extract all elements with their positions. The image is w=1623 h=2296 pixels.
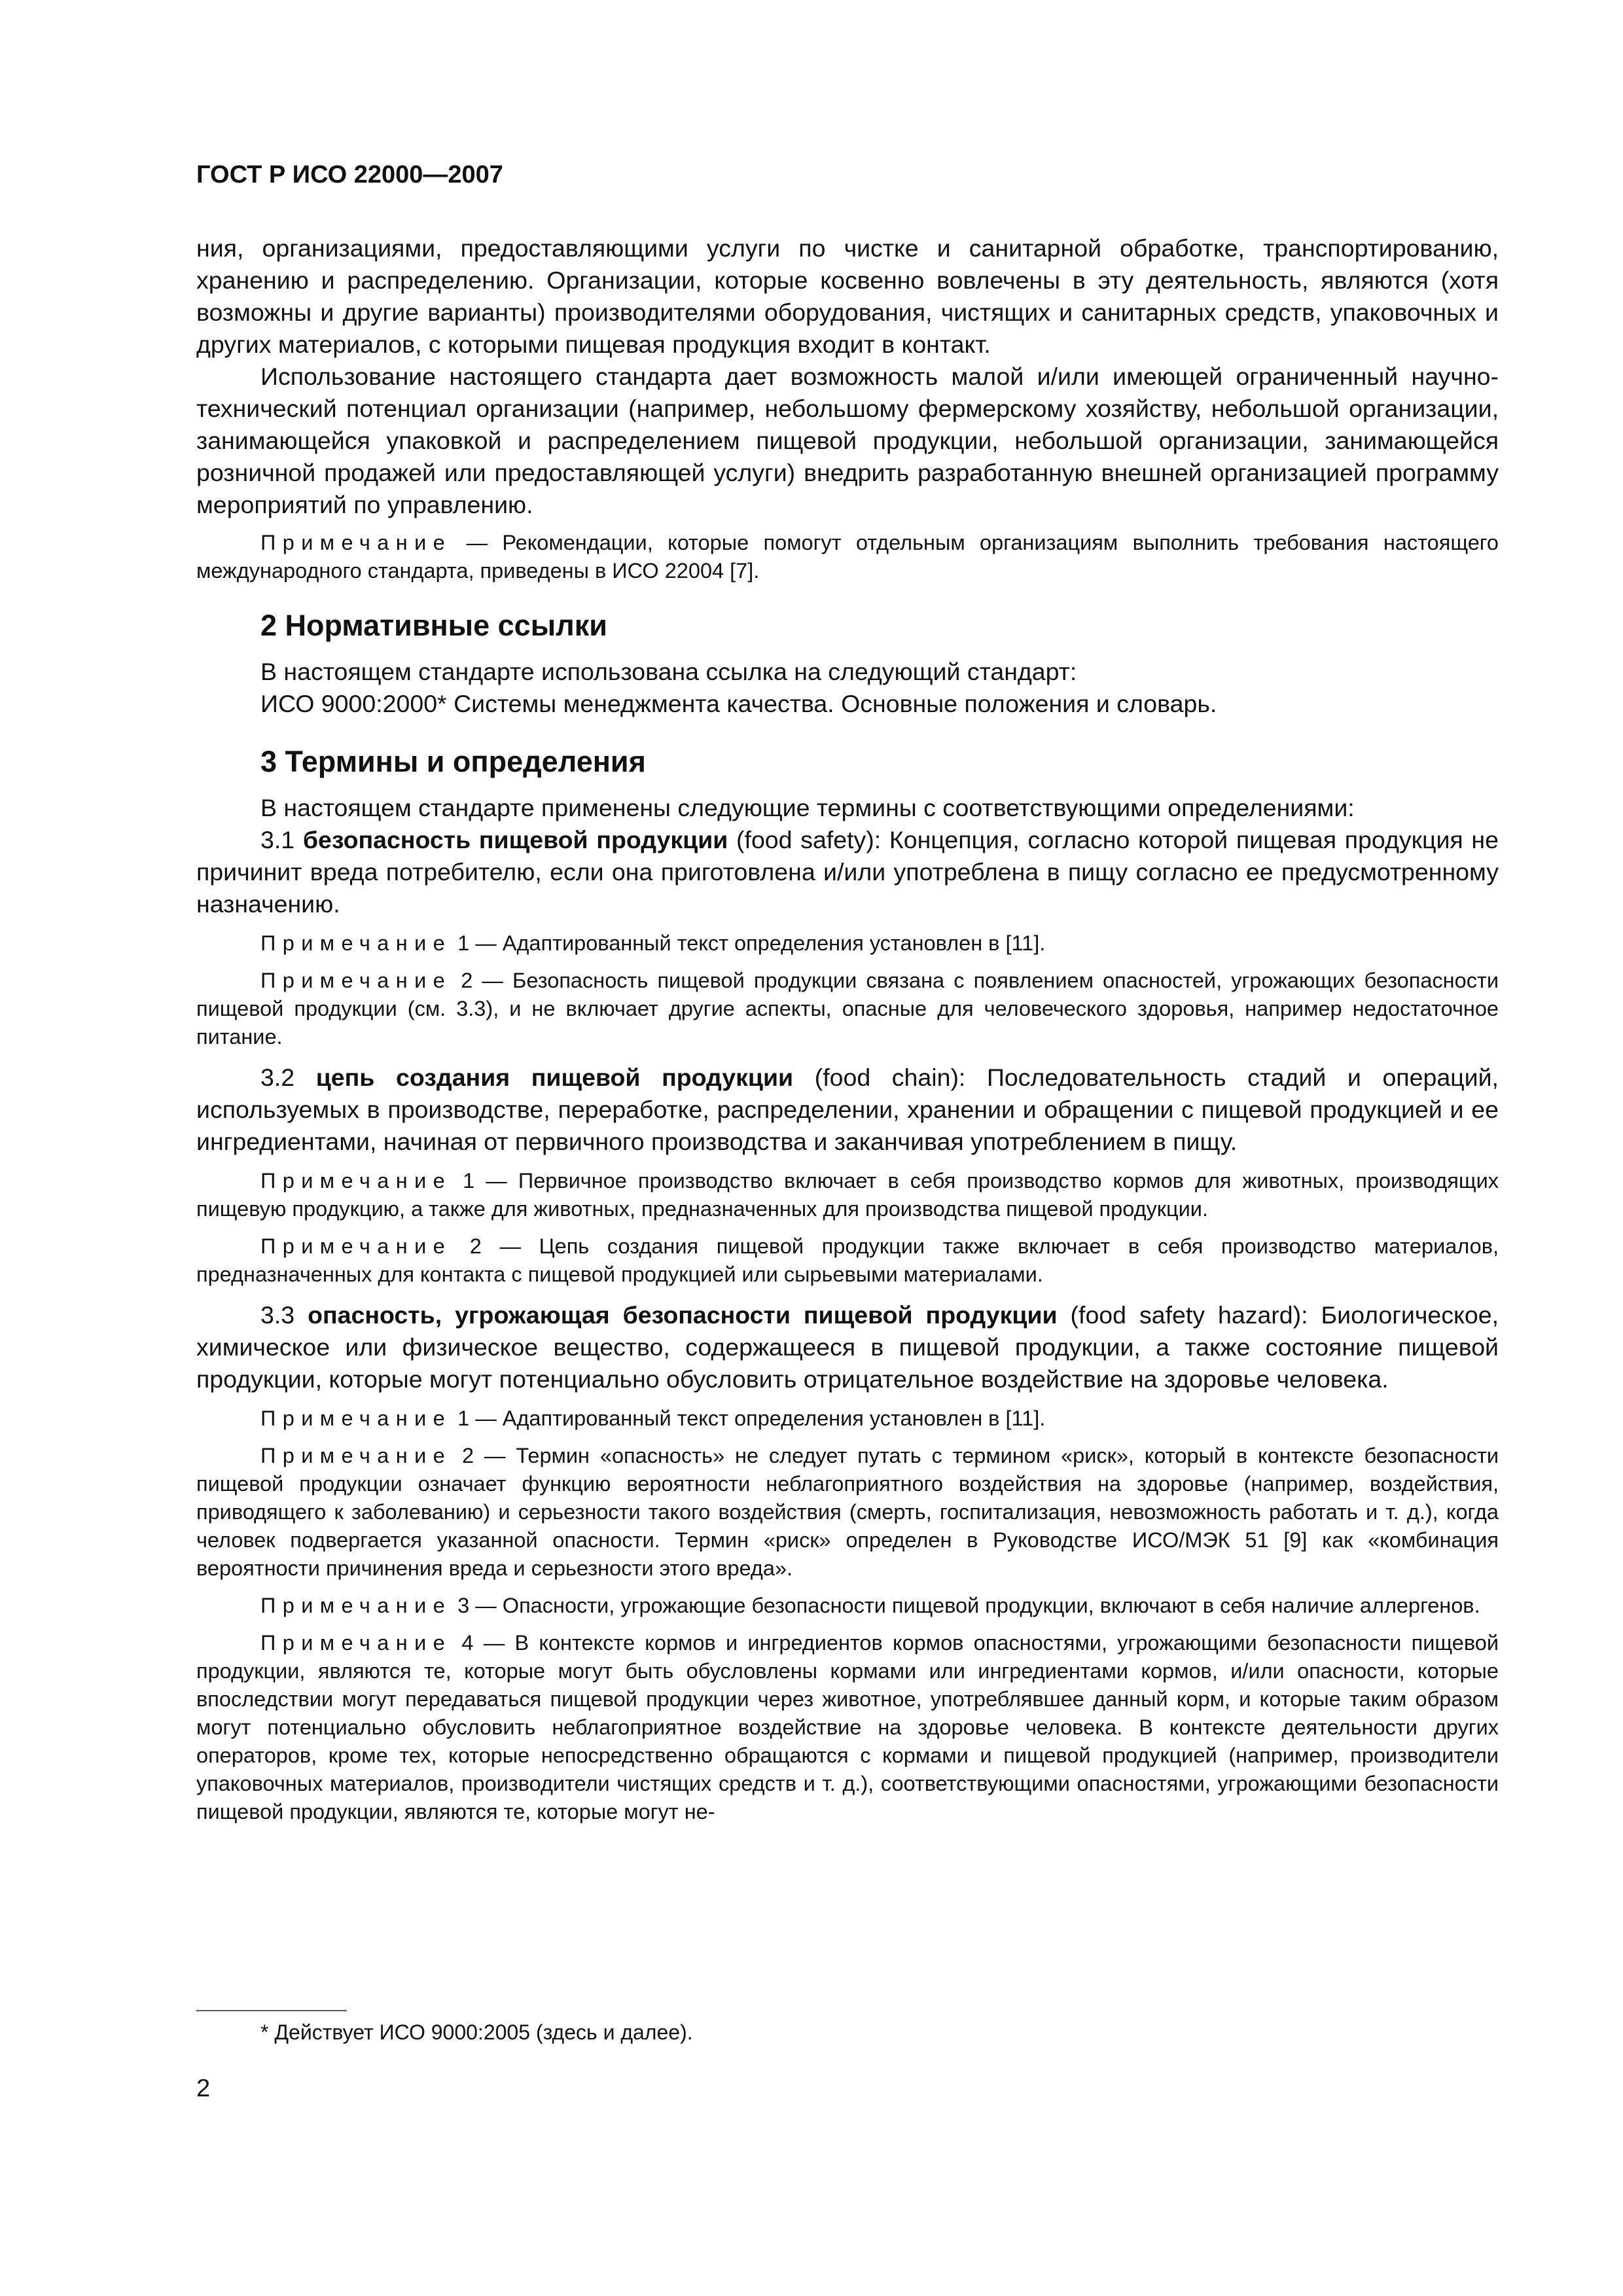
term-title: цепь создания пищевой продукции (315, 1064, 794, 1091)
note-text: 4 — В контексте кормов и ингредиентов кормов опасностями, угрожающими безопасности пищевой продукции, являются те, которые могут быть обусловлены кормами или ингредиентами кормов, и/или опасности, которые впоследствии могут передаваться пищевой продукции через животное, употреблявшее данный корм, и которые таким образом могут потенциально обусловить неблагоприятное воздействие на здоровье человека. В контексте деятельности других операторов, кроме тех, которые непосредственно обращаются с кормами и пищевой продукцией (например, производители упаковочных материалов, производители чистящих средств и т. д.), соответствующими опасностями, угрожающими безопасности пищевой продукции, являются те, которые могут не- (196, 1631, 1499, 1823)
note-text: 1 — Первичное производство включает в себя производство кормов для животных, производящих пищевую продукцию, а также для животных, предназначенных для производства пищевой продукции. (196, 1169, 1499, 1221)
note-text: 2 — Безопасность пищевой продукции связана с появлением опасностей, угрожающих безопасности пищевой продукции (см. 3.3), и не включает другие аспекты, опасные для человеческого здоровья, например недостаточное питание. (196, 969, 1499, 1049)
note-label: Примечание (260, 969, 452, 992)
term-3-3-note-1 (196, 1405, 1499, 1433)
term-3-3-note-2 (196, 1442, 1499, 1583)
note-text: 2 — Цепь создания пищевой продукции также включает в себя производство материалов, предназначенных для контакта с пищевой продукцией или сырьевыми материалами. (196, 1234, 1499, 1286)
term-definition: (food safety): Концепция, согласно которой пищевая продукция не причинит вреда потребителю, если она приготовлена и/или употреблена в пищу согласно ее предусмотренному назначению. (196, 826, 1499, 918)
section-2-paragraph-2: ИСО 9000:2000* Системы менеджмента качества. Основные положения и словарь. (260, 690, 1217, 717)
note-label: Примечание (260, 1234, 452, 1258)
footnote-divider (196, 2010, 347, 2011)
term-3-3 (196, 1299, 1499, 1395)
section-2-paragraph-1: В настоящем стандарте использована ссылка на следующий стандарт: (260, 658, 1077, 685)
term-3-2 (196, 1062, 1499, 1158)
term-3-3-note-4 (196, 1629, 1499, 1826)
note-label: Примечание (260, 1169, 452, 1193)
term-definition: (food chain): Последовательность стадий и операций, используемых в производстве, переработке, распределении, хранении и обращении с пищевой продукцией и ее ингредиентами, начиная от первичного производства и заканчивая употреблением в пищу. (196, 1064, 1499, 1155)
term-3-3-note-3 (196, 1592, 1499, 1620)
note-text: 1 — Адаптированный текст определения установлен в [11]. (452, 1407, 1046, 1430)
note-text: — Рекомендации, которые помогут отдельным организациям выполнить требования настоящего международного стандарта, приведены в ИСО 22004 [7]. (196, 531, 1499, 583)
term-number: 3.1 (260, 826, 303, 853)
term-3-2-note-2 (196, 1232, 1499, 1289)
note-label: Примечание (260, 931, 452, 955)
intro-paragraph-2: Использование настоящего стандарта дает возможность малой и/или имеющей ограниченный научно-технический потенциал организации (например, небольшому фермерскому хозяйству, небольшой организации, занимающейся упаковкой и распределением пищевой продукции, небольшой организации, занимающейся розничной продажей или предоставляющей услуги) внедрить разработанную внешней организацией программу мероприятий по управлению. (196, 363, 1499, 518)
footnote: * Действует ИСО 9000:2005 (здесь и далее). (260, 2020, 693, 2044)
section-3-heading: 3 Термины и определения (260, 745, 646, 778)
page-number: 2 (196, 2075, 211, 2102)
note-label: Примечание (260, 1631, 452, 1655)
note-label: Примечание (260, 531, 452, 554)
note-text: 3 — Опасности, угрожающие безопасности пищевой продукции, включают в себя наличие аллергенов. (452, 1594, 1480, 1617)
intro-note (196, 529, 1499, 585)
term-3-1 (196, 824, 1499, 920)
document-header: ГОСТ Р ИСО 22000—2007 (196, 161, 503, 188)
term-3-1-note-2 (196, 967, 1499, 1051)
term-3-1-note-1 (196, 929, 1499, 958)
term-definition: (food safety hazard): Биологическое, химическое или физическое вещество, содержащееся в пищевой продукции, а также состояние пищевой продукции, которые могут потенциально обусловить отрицательное воздействие на здоровье человека. (196, 1301, 1499, 1393)
page-content (196, 232, 1499, 1826)
note-text: 1 — Адаптированный текст определения установлен в [11]. (452, 931, 1046, 955)
intro-paragraph-1: ния, организациями, предоставляющими услуги по чистке и санитарной обработке, транспортированию, хранению и распределению. Организации, которые косвенно вовлечены в эту деятельность, являются (хотя возможны и другие варианты) производителями оборудования, чистящих и санитарных средств, упаковочных и других материалов, с которыми пищевая продукция входит в контакт. (196, 234, 1499, 358)
term-title: опасность, угрожающая безопасности пищевой продукции (308, 1301, 1058, 1329)
note-label: Примечание (260, 1444, 452, 1467)
section-3-intro: В настоящем стандарте применены следующие термины с соответствующими определениями: (260, 794, 1355, 821)
term-number: 3.3 (260, 1301, 308, 1329)
section-2-heading: 2 Нормативные ссылки (260, 609, 607, 642)
term-number: 3.2 (260, 1064, 316, 1091)
term-3-2-note-1 (196, 1167, 1499, 1223)
note-label: Примечание (260, 1407, 452, 1430)
term-title: безопасность пищевой продукции (302, 826, 728, 853)
note-text: 2 — Термин «опасность» не следует путать с термином «риск», который в контексте безопасности пищевой продукции означает функцию вероятности неблагоприятного воздействия на здоровье (например, воздействия, приводящего к заболеванию) и серьезности такого воздействия (смерть, госпитализация, невозможность работать и т. д.), когда человек подвергается указанной опасности. Термин «риск» определен в Руководстве ИСО/МЭК 51 [9] как «комбинация вероятности причинения вреда и серьезности этого вреда». (196, 1444, 1499, 1580)
note-label: Примечание (260, 1594, 452, 1617)
